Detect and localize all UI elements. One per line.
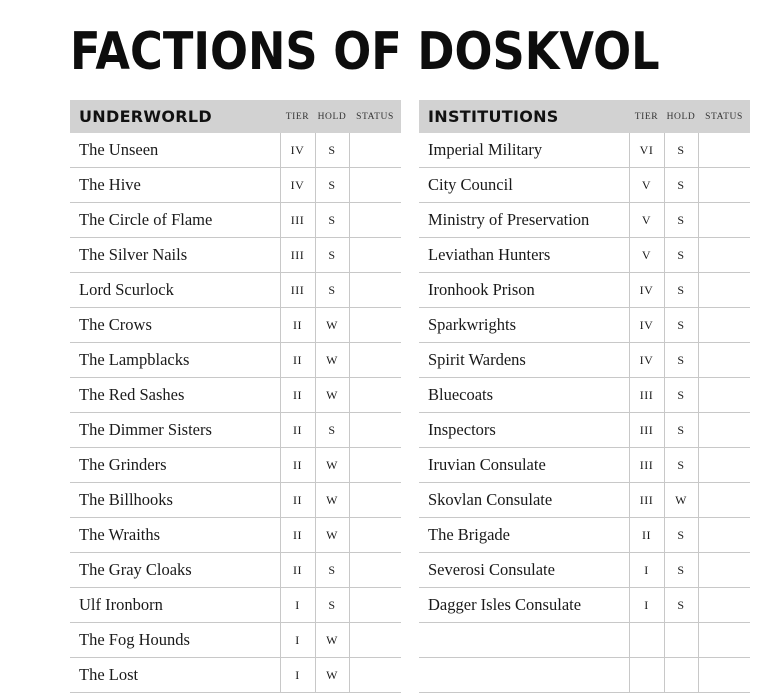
table-row bbox=[70, 308, 401, 343]
hold-value bbox=[664, 658, 698, 693]
tier-value: II bbox=[280, 553, 315, 588]
hold-value: S bbox=[315, 133, 349, 168]
faction-name: The Grinders bbox=[70, 448, 280, 483]
institutions-table bbox=[419, 100, 750, 693]
tier-value: II bbox=[280, 448, 315, 483]
table-row bbox=[419, 518, 750, 553]
hold-value: S bbox=[664, 343, 698, 378]
faction-name: The Hive bbox=[70, 168, 280, 203]
faction-name: Ironhook Prison bbox=[419, 273, 629, 308]
table-row bbox=[419, 168, 750, 203]
hold-value: S bbox=[664, 378, 698, 413]
faction-name: The Dimmer Sisters bbox=[70, 413, 280, 448]
faction-name: Ministry of Preservation bbox=[419, 203, 629, 238]
faction-name: Lord Scurlock bbox=[70, 273, 280, 308]
tier-value: IV bbox=[629, 273, 664, 308]
table-row bbox=[419, 238, 750, 273]
status-cell[interactable] bbox=[349, 238, 401, 273]
hold-value: S bbox=[664, 238, 698, 273]
faction-name: Sparkwrights bbox=[419, 308, 629, 343]
status-cell[interactable] bbox=[349, 553, 401, 588]
status-cell[interactable] bbox=[698, 553, 750, 588]
hold-value: W bbox=[664, 483, 698, 518]
tier-value: IV bbox=[629, 308, 664, 343]
page-title: FACTIONS OF DOSKVOL bbox=[70, 22, 660, 82]
tier-value: III bbox=[629, 483, 664, 518]
table-row bbox=[419, 378, 750, 413]
tier-value: V bbox=[629, 168, 664, 203]
table-row bbox=[419, 623, 750, 658]
hold-column-header: HOLD bbox=[664, 100, 698, 133]
table-header-row bbox=[419, 100, 750, 133]
hold-value: S bbox=[664, 413, 698, 448]
faction-name: Ulf Ironborn bbox=[70, 588, 280, 623]
table-row bbox=[70, 518, 401, 553]
faction-name: The Silver Nails bbox=[70, 238, 280, 273]
faction-name: The Gray Cloaks bbox=[70, 553, 280, 588]
status-cell[interactable] bbox=[349, 588, 401, 623]
status-cell[interactable] bbox=[698, 238, 750, 273]
table-row bbox=[70, 623, 401, 658]
status-cell[interactable] bbox=[349, 483, 401, 518]
status-cell[interactable] bbox=[698, 378, 750, 413]
status-cell[interactable] bbox=[698, 448, 750, 483]
tier-value: I bbox=[629, 588, 664, 623]
tier-value: III bbox=[280, 273, 315, 308]
hold-value: W bbox=[315, 448, 349, 483]
hold-value: W bbox=[315, 623, 349, 658]
status-cell[interactable] bbox=[349, 623, 401, 658]
hold-value: S bbox=[664, 308, 698, 343]
tier-value: VI bbox=[629, 133, 664, 168]
table-row bbox=[70, 588, 401, 623]
table-row bbox=[419, 553, 750, 588]
table-header-row bbox=[70, 100, 401, 133]
table-row bbox=[70, 483, 401, 518]
status-cell[interactable] bbox=[698, 483, 750, 518]
table-row bbox=[419, 483, 750, 518]
tier-column-header: TIER bbox=[629, 100, 664, 133]
status-cell[interactable] bbox=[349, 168, 401, 203]
faction-name: Dagger Isles Consulate bbox=[419, 588, 629, 623]
table-row bbox=[70, 133, 401, 168]
faction-name bbox=[419, 658, 629, 693]
tier-value: IV bbox=[280, 168, 315, 203]
tier-value: IV bbox=[629, 343, 664, 378]
hold-value: S bbox=[664, 448, 698, 483]
status-cell[interactable] bbox=[698, 343, 750, 378]
status-cell[interactable] bbox=[349, 658, 401, 693]
hold-value: W bbox=[315, 378, 349, 413]
hold-value bbox=[664, 623, 698, 658]
faction-name: Severosi Consulate bbox=[419, 553, 629, 588]
status-cell[interactable] bbox=[349, 378, 401, 413]
table-row bbox=[70, 413, 401, 448]
faction-name: The Brigade bbox=[419, 518, 629, 553]
faction-name: Bluecoats bbox=[419, 378, 629, 413]
status-cell[interactable] bbox=[698, 203, 750, 238]
table-row bbox=[419, 658, 750, 693]
table-row bbox=[419, 203, 750, 238]
faction-name: Spirit Wardens bbox=[419, 343, 629, 378]
table-row bbox=[419, 343, 750, 378]
table-row bbox=[419, 448, 750, 483]
faction-name: Leviathan Hunters bbox=[419, 238, 629, 273]
faction-name bbox=[419, 623, 629, 658]
hold-value: S bbox=[664, 168, 698, 203]
tier-value: V bbox=[629, 203, 664, 238]
status-cell[interactable] bbox=[349, 273, 401, 308]
faction-name: The Red Sashes bbox=[70, 378, 280, 413]
faction-name: The Billhooks bbox=[70, 483, 280, 518]
table-row bbox=[70, 658, 401, 693]
hold-value: S bbox=[315, 588, 349, 623]
tier-column-header: TIER bbox=[280, 100, 315, 133]
status-cell[interactable] bbox=[349, 413, 401, 448]
table-row bbox=[419, 133, 750, 168]
hold-value: S bbox=[315, 238, 349, 273]
table-row bbox=[70, 553, 401, 588]
table-row bbox=[419, 588, 750, 623]
status-cell[interactable] bbox=[698, 133, 750, 168]
table-row bbox=[419, 413, 750, 448]
status-cell[interactable] bbox=[698, 623, 750, 658]
table-row bbox=[70, 203, 401, 238]
hold-value: S bbox=[664, 518, 698, 553]
section-heading: INSTITUTIONS bbox=[419, 100, 629, 133]
tier-value: II bbox=[280, 308, 315, 343]
table-row bbox=[70, 168, 401, 203]
tier-value: I bbox=[280, 588, 315, 623]
status-cell[interactable] bbox=[349, 133, 401, 168]
hold-value: S bbox=[315, 553, 349, 588]
faction-name: The Unseen bbox=[70, 133, 280, 168]
hold-column-header: HOLD bbox=[315, 100, 349, 133]
faction-name: The Circle of Flame bbox=[70, 203, 280, 238]
status-cell[interactable] bbox=[349, 343, 401, 378]
tier-value: II bbox=[280, 413, 315, 448]
table-row bbox=[70, 238, 401, 273]
tier-value bbox=[629, 623, 664, 658]
table-row bbox=[419, 273, 750, 308]
tier-value: III bbox=[629, 448, 664, 483]
status-column-header: STATUS bbox=[698, 100, 750, 133]
status-cell[interactable] bbox=[349, 448, 401, 483]
hold-value: S bbox=[315, 203, 349, 238]
status-cell[interactable] bbox=[698, 518, 750, 553]
faction-name: The Crows bbox=[70, 308, 280, 343]
tier-value: I bbox=[280, 623, 315, 658]
tier-value: IV bbox=[280, 133, 315, 168]
faction-name: Imperial Military bbox=[419, 133, 629, 168]
hold-value: S bbox=[664, 553, 698, 588]
faction-name: Inspectors bbox=[419, 413, 629, 448]
status-cell[interactable] bbox=[698, 168, 750, 203]
table-row bbox=[70, 343, 401, 378]
status-cell[interactable] bbox=[698, 413, 750, 448]
hold-value: W bbox=[315, 483, 349, 518]
faction-name: Iruvian Consulate bbox=[419, 448, 629, 483]
tier-value: II bbox=[280, 483, 315, 518]
status-cell[interactable] bbox=[349, 518, 401, 553]
faction-name: City Council bbox=[419, 168, 629, 203]
status-cell[interactable] bbox=[698, 308, 750, 343]
tier-value: I bbox=[629, 553, 664, 588]
table-row bbox=[70, 378, 401, 413]
hold-value: S bbox=[664, 273, 698, 308]
hold-value: S bbox=[664, 588, 698, 623]
tier-value: II bbox=[280, 378, 315, 413]
faction-name: The Lost bbox=[70, 658, 280, 693]
hold-value: S bbox=[315, 413, 349, 448]
tier-value: II bbox=[280, 518, 315, 553]
hold-value: S bbox=[315, 168, 349, 203]
tier-value: III bbox=[280, 203, 315, 238]
tier-value: V bbox=[629, 238, 664, 273]
table-row bbox=[70, 273, 401, 308]
hold-value: S bbox=[664, 203, 698, 238]
table-row bbox=[419, 308, 750, 343]
status-cell[interactable] bbox=[698, 273, 750, 308]
status-cell[interactable] bbox=[349, 203, 401, 238]
status-cell[interactable] bbox=[349, 308, 401, 343]
hold-value: W bbox=[315, 308, 349, 343]
underworld-table bbox=[70, 100, 401, 693]
tier-value bbox=[629, 658, 664, 693]
tier-value: III bbox=[629, 378, 664, 413]
hold-value: W bbox=[315, 518, 349, 553]
faction-name: The Lampblacks bbox=[70, 343, 280, 378]
status-cell[interactable] bbox=[698, 658, 750, 693]
tier-value: I bbox=[280, 658, 315, 693]
tier-value: II bbox=[280, 343, 315, 378]
tier-value: III bbox=[280, 238, 315, 273]
tier-value: II bbox=[629, 518, 664, 553]
hold-value: S bbox=[664, 133, 698, 168]
tier-value: III bbox=[629, 413, 664, 448]
section-heading: UNDERWORLD bbox=[70, 100, 280, 133]
table-row bbox=[70, 448, 401, 483]
faction-name: The Wraiths bbox=[70, 518, 280, 553]
faction-name: The Fog Hounds bbox=[70, 623, 280, 658]
status-cell[interactable] bbox=[698, 588, 750, 623]
faction-name: Skovlan Consulate bbox=[419, 483, 629, 518]
status-column-header: STATUS bbox=[349, 100, 401, 133]
hold-value: W bbox=[315, 658, 349, 693]
hold-value: W bbox=[315, 343, 349, 378]
hold-value: S bbox=[315, 273, 349, 308]
